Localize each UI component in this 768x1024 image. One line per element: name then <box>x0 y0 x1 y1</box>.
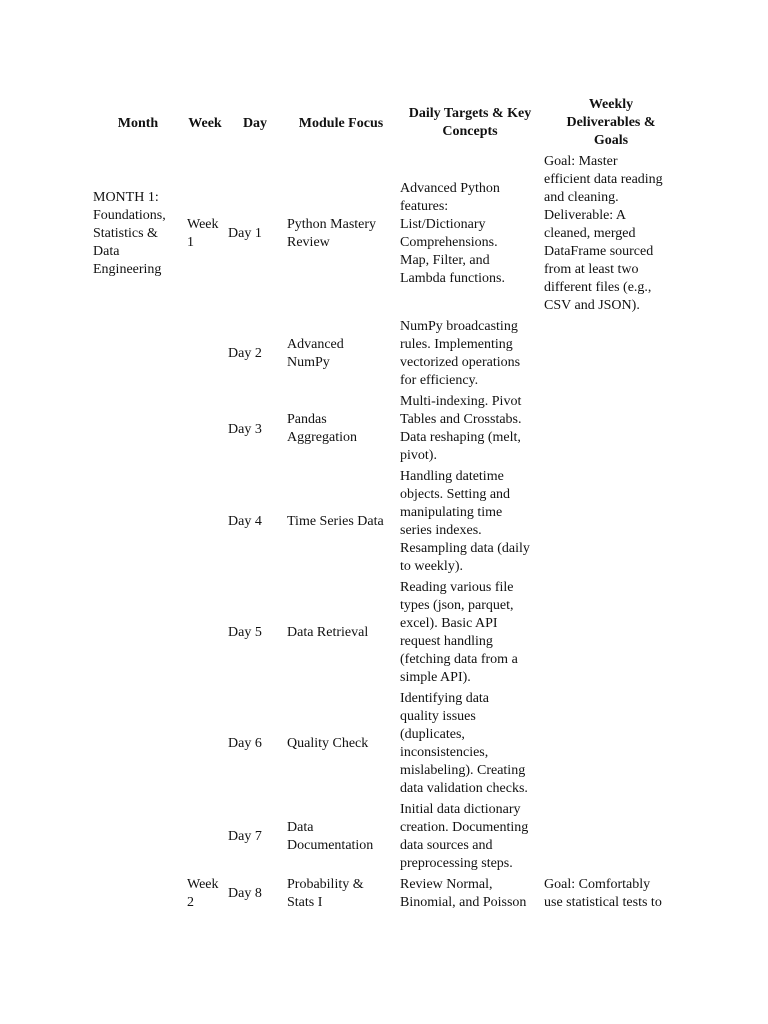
cell-day: Day 6 <box>228 736 262 751</box>
cell-daily-targets: NumPy broadcasting rules. Implementing vectorized operations for efficiency. <box>400 319 521 388</box>
header-weekly-deliverables: Weekly Deliverables & Goals <box>566 97 656 148</box>
cell-daily-targets: Advanced Python features: List/Dictionary Comprehensions. Map, Filter, and Lambda functions. <box>400 181 505 286</box>
header-day: Day <box>242 116 268 131</box>
cell-day: Day 7 <box>228 829 262 844</box>
cell-week: Week 1 <box>187 217 219 250</box>
cell-day: Day 2 <box>228 346 262 361</box>
cell-day: Day 3 <box>228 422 262 437</box>
cell-module-focus: Quality Check <box>287 736 369 751</box>
header-daily-targets: Daily Targets & Key Concepts <box>408 106 532 139</box>
cell-daily-targets: Handling datetime objects. Setting and manipulating time series indexes. Resampling data (daily to weekly). <box>400 469 530 574</box>
cell-daily-targets: Identifying data quality issues (duplicates, inconsistencies, mislabeling). Creating data validation checks. <box>400 691 528 796</box>
cell-daily-targets: Initial data dictionary creation. Documenting data sources and preprocessing steps. <box>400 802 529 871</box>
cell-module-focus: Advanced NumPy <box>287 337 344 370</box>
cell-module-focus: Data Documentation <box>287 820 374 853</box>
cell-day: Day 4 <box>228 514 262 529</box>
cell-weekly-deliverables: Goal: Comfortably use statistical tests to <box>544 877 662 910</box>
cell-day: Day 1 <box>228 226 262 241</box>
cell-daily-targets: Multi-indexing. Pivot Tables and Crosstabs. Data reshaping (melt, pivot). <box>400 394 522 463</box>
header-module-focus: Module Focus <box>298 116 384 131</box>
cell-module-focus: Time Series Data <box>287 514 384 529</box>
cell-module-focus: Probability & Stats I <box>287 877 364 910</box>
cell-module-focus: Pandas Aggregation <box>287 412 357 445</box>
cell-week: Week 2 <box>187 877 219 910</box>
header-week: Week <box>188 116 222 131</box>
header-month: Month <box>117 116 159 131</box>
cell-weekly-deliverables: Goal: Master efficient data reading and cleaning. Deliverable: A cleaned, merged DataFrame sourced from at least two different files (e.g., CSV and JSON). <box>544 154 663 313</box>
cell-daily-targets: Review Normal, Binomial, and Poisson <box>400 877 527 910</box>
cell-module-focus: Python Mastery Review <box>287 217 377 250</box>
cell-daily-targets: Reading various file types (json, parquet, excel). Basic API request handling (fetching data from a simple API). <box>400 580 518 685</box>
cell-day: Day 5 <box>228 625 262 640</box>
cell-day: Day 8 <box>228 886 262 901</box>
cell-module-focus: Data Retrieval <box>287 625 369 640</box>
cell-month: MONTH 1: Foundations, Statistics & Data Engineering <box>93 190 166 277</box>
